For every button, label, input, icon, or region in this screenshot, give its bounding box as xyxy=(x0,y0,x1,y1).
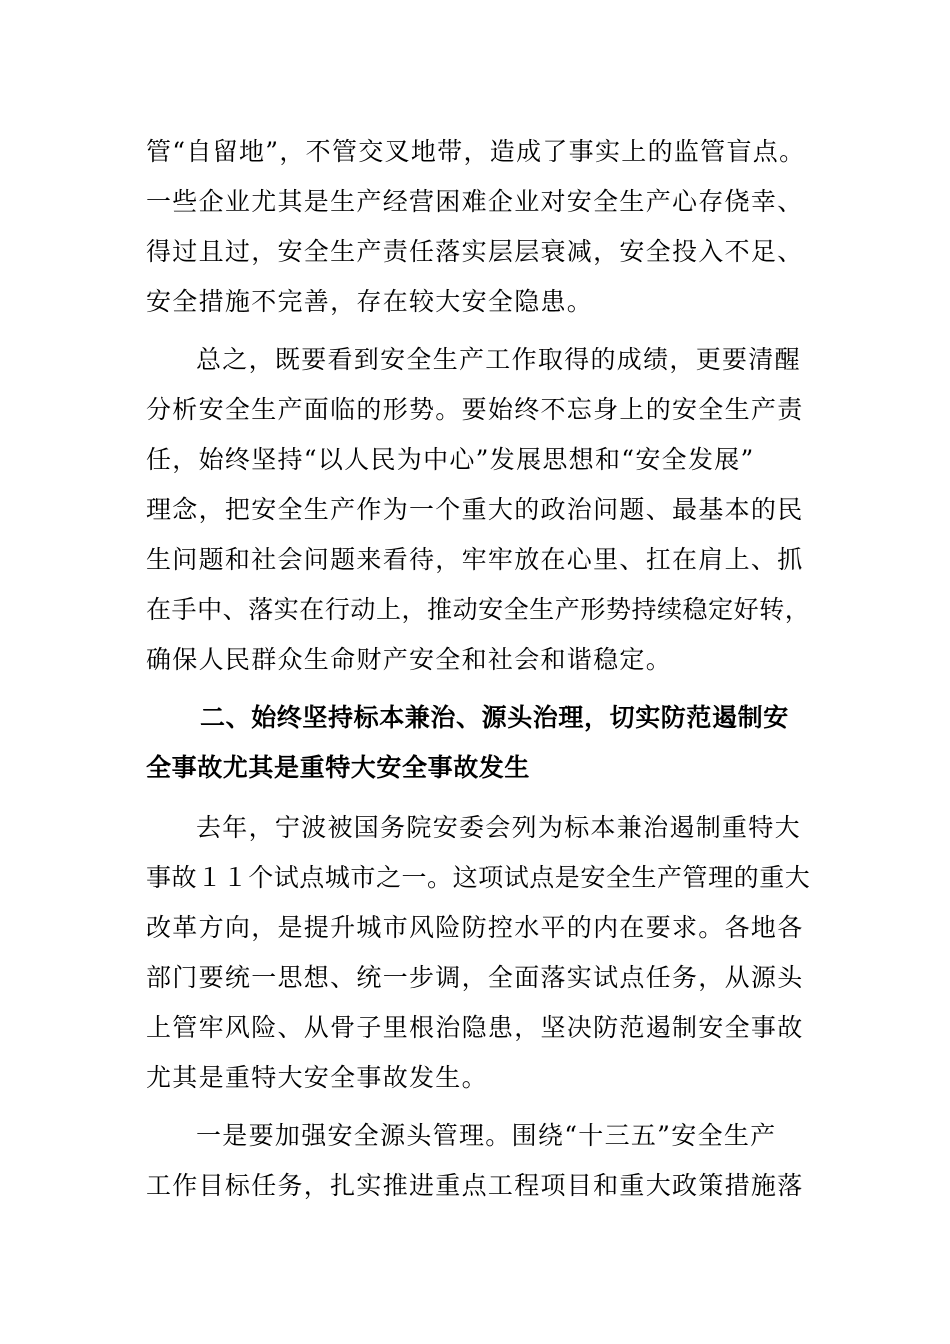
paragraph-1-line-2: 一些企业尤其是生产经营困难企业对安全生产心存侥幸、 xyxy=(146,187,804,216)
paragraph-1-line-4: 安全措施不完善，存在较大安全隐患。 xyxy=(146,287,594,316)
paragraph-1-line-3: 得过且过，安全生产责任落实层层衰减，安全投入不足、 xyxy=(146,237,804,266)
paragraph-2-line-5: 生问题和社会问题来看待，牢牢放在心里、扛在肩上、抓 xyxy=(146,545,804,574)
paragraph-3-line-6: 尤其是重特大安全事故发生。 xyxy=(146,1063,488,1092)
paragraph-2-line-7: 确保人民群众生命财产安全和社会和谐稳定。 xyxy=(146,645,673,674)
paragraph-2-line-6: 在手中、落实在行动上，推动安全生产形势持续稳定好转， xyxy=(146,595,811,624)
section-heading-line-2: 全事故尤其是重特大安全事故发生 xyxy=(146,753,531,782)
paragraph-2-line-2: 分析安全生产面临的形势。要始终不忘身上的安全生产责 xyxy=(146,395,804,424)
paragraph-3-line-5: 上管牢风险、从骨子里根治隐患，坚决防范遏制安全事故 xyxy=(146,1013,804,1042)
paragraph-3-line-2: 事故１１个试点城市之一。这项试点是安全生产管理的重大 xyxy=(146,863,811,892)
paragraph-1-line-1: 管“自留地”，不管交叉地带，造成了事实上的监管盲点。 xyxy=(146,137,806,166)
paragraph-3-line-1: 去年，宁波被国务院安委会列为标本兼治遏制重特大 xyxy=(196,813,801,842)
paragraph-2-line-1: 总之，既要看到安全生产工作取得的成绩，更要清醒 xyxy=(196,345,801,374)
paragraph-4-line-2: 工作目标任务，扎实推进重点工程项目和重大政策措施落 xyxy=(146,1171,804,1200)
paragraph-4-line-1: 一是要加强安全源头管理。围绕“十三五”安全生产 xyxy=(196,1121,777,1150)
paragraph-2-line-3: 任，始终坚持“以人民为中心”发展思想和“安全发展” xyxy=(146,445,755,474)
section-heading-line-1: 二、始终坚持标本兼治、源头治理，切实防范遏制安 xyxy=(200,703,789,732)
paragraph-2-line-4: 理念，把安全生产作为一个重大的政治问题、最基本的民 xyxy=(146,495,804,524)
paragraph-3-line-4: 部门要统一思想、统一步调，全面落实试点任务，从源头 xyxy=(146,963,804,992)
paragraph-3-line-3: 改革方向，是提升城市风险防控水平的内在要求。各地各 xyxy=(146,913,804,942)
